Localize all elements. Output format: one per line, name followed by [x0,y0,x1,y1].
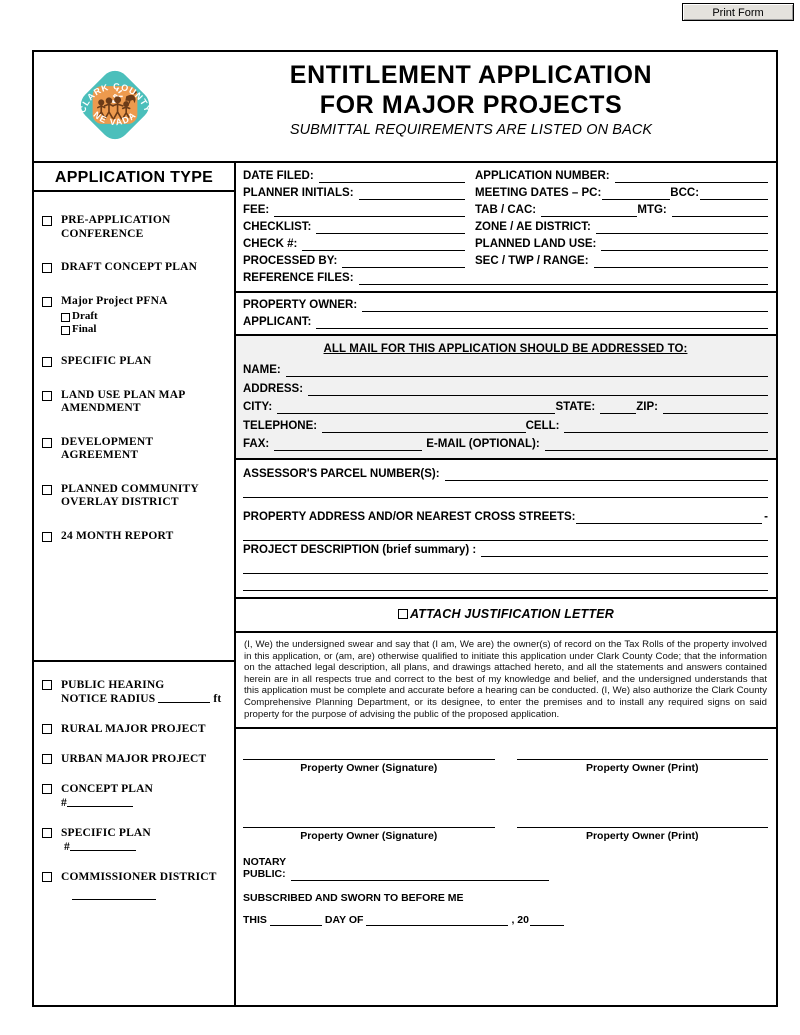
input-property-owner-print-1[interactable] [517,729,769,760]
input-meeting-date-pc[interactable] [602,188,670,200]
input-planner-initials[interactable] [359,188,465,200]
input-fax[interactable] [274,439,422,451]
concept-plan-number-input[interactable] [67,796,133,807]
input-property-owner-print-2[interactable] [517,797,769,828]
label-property-owner: PROPERTY OWNER: [243,299,358,311]
number-prefix: # [64,841,70,853]
option-concept-plan-number[interactable] [34,782,234,810]
option-pfna-draft[interactable] [61,310,168,322]
label-meeting-dates-pc: MEETING DATES – PC: [475,187,602,199]
input-processed-by[interactable] [342,256,465,268]
label-notary-line1: NOTARY [243,856,287,869]
label-name: NAME: [243,364,281,376]
checkbox-major-project-pfna[interactable] [42,297,52,307]
option-label: PRE-APPLICATION CONFERENCE [61,214,171,240]
option-label: DEVELOPMENT AGREEMENT [61,435,154,461]
row-property-address-cross-streets [243,511,768,524]
input-applicant[interactable] [316,317,768,329]
checkbox-24-month-report[interactable] [42,532,52,542]
option-label: Major Project PFNA [61,294,168,307]
input-check-number[interactable] [302,239,465,251]
row-check-number [243,238,768,251]
form-fields-column [236,163,776,1005]
input-state[interactable] [600,402,636,414]
parcel-description-block [236,460,776,599]
spacer [243,501,768,511]
checkbox-draft-concept-plan[interactable] [42,263,52,273]
option-label: 24 MONTH REPORT [61,529,174,542]
input-cell[interactable] [564,421,768,433]
row-this-day-of [243,914,768,926]
option-label-suffix: ft [213,693,222,705]
option-label: CONCEPT PLAN [61,783,153,795]
office-use-block [236,163,776,293]
specific-plan-number-input[interactable] [70,840,136,851]
input-assessors-parcel-number[interactable] [445,469,768,481]
application-type-header: APPLICATION TYPE [34,163,234,192]
label-fax: FAX: [243,438,270,450]
option-label: COMMISSIONER DISTRICT [61,871,217,883]
input-year[interactable] [530,915,564,926]
logo-bottom-text: NE VADA [91,109,139,128]
input-meeting-date-bcc[interactable] [700,188,768,200]
option-label-line1: PUBLIC HEARING [61,679,165,691]
row-name [243,364,768,377]
signature-cell-owner-1 [243,729,495,775]
affidavit-text: (I, We) the undersigned swear and say that (I am, We are) the owner(s) of record on the Tax Rolls of the property involved in this application, or (am, are) otherwise qualified to initiate this application under Clark County Code; that the information on the attached legal description, all plans, and drawings attached hereto, and all the statements and answers contained herein are in all respects true and correct to the best of my knowledge and belief, and the undersigned understands that this application must be complete and accurate before a hearing can be conducted. (I, We) also authorize the Clark County Comprehensive Planning Department, or its designee, to enter the premises and to install any required signs on said property for the purpose of advising the public of the proposed application. [244,639,767,720]
row-fax-email [243,438,768,451]
checkbox-pfna-final[interactable] [61,326,70,335]
page-title-line-2: FOR MAJOR PROJECTS [319,91,623,119]
label-assessors-parcel-number: ASSESSOR'S PARCEL NUMBER(S): [243,468,440,480]
label-cell: CELL: [525,419,560,432]
row-assessors-parcel-number [243,468,768,481]
input-property-address-line2[interactable] [243,527,768,541]
label-sec-twp-range: SEC / TWP / RANGE: [475,255,589,267]
logo-top-text: CLARK COUNTY [77,81,153,114]
option-label: SPECIFIC PLAN [61,355,152,367]
input-zone-ae-district[interactable] [596,222,768,234]
checkbox-land-use-plan-map-amendment[interactable] [42,391,52,401]
checkbox-specific-plan-number[interactable] [42,828,52,838]
option-specific-plan[interactable] [34,355,234,369]
notary-section [243,843,768,926]
row-property-owner [243,299,768,312]
label-processed-by: PROCESSED BY: [243,255,338,267]
mailing-address-title: ALL MAIL FOR THIS APPLICATION SHOULD BE ADDRESSED TO: [323,343,688,355]
row-fee [243,204,768,217]
option-urban-major-project[interactable] [34,752,234,766]
checkbox-rural-major-project[interactable] [42,724,52,734]
checkbox-urban-major-project[interactable] [42,754,52,764]
label-checklist: CHECKLIST: [243,221,312,233]
page-title-line-1: ENTITLEMENT APPLICATION [289,61,653,89]
option-pre-application-conference[interactable] [34,214,234,241]
form-body [34,163,776,1005]
row-planner-initials [243,187,768,200]
option-land-use-plan-map-amendment[interactable] [34,389,234,416]
option-label: PLANNED COMMUNITY OVERLAY DISTRICT [61,482,199,508]
input-address[interactable] [308,384,768,396]
label-fee: FEE: [243,204,270,216]
label-attach-justification-letter: ATTACH JUSTIFICATION LETTER [410,607,614,621]
input-checklist[interactable] [316,222,465,234]
signature-row-1 [243,729,768,775]
option-planned-community-overlay-district[interactable] [34,483,234,510]
signature-cell-owner-2 [243,797,495,843]
input-reference-files[interactable] [359,273,768,285]
caption-property-owner-print-1: Property Owner (Print) [585,762,699,775]
row-address [243,383,768,396]
row-applicant [243,316,768,329]
input-property-owner-signature-1[interactable] [243,729,495,760]
option-public-hearing-notice-radius[interactable] [34,678,234,706]
input-mtg[interactable] [672,205,768,217]
row-reference-files [243,272,768,285]
label-subscribed-and-sworn: SUBSCRIBED AND SWORN TO BEFORE ME [243,891,464,904]
application-type-list [34,192,234,662]
checkbox-development-agreement[interactable] [42,438,52,448]
label-day-of: DAY OF [324,913,364,926]
option-24-month-report[interactable] [34,530,234,544]
label-state: STATE: [555,401,596,413]
sub-option-label: Draft [72,310,98,322]
option-label: SPECIFIC PLAN [61,827,151,839]
input-project-description-line3[interactable] [243,577,768,591]
label-city: CITY: [243,401,273,413]
label-tab-cac: TAB / CAC: [475,204,537,216]
affidavit-block [236,633,776,729]
checkbox-commissioner-district[interactable] [42,872,52,882]
label-this: THIS [243,913,267,926]
option-development-agreement[interactable] [34,436,234,463]
checkbox-specific-plan[interactable] [42,357,52,367]
option-pfna-final[interactable] [61,323,168,335]
input-zip[interactable] [663,402,768,414]
label-application-number: APPLICATION NUMBER: [475,170,610,182]
pfna-sub-options [61,310,168,335]
input-property-owner-signature-2[interactable] [243,797,495,828]
sub-option-label: Final [72,323,97,335]
row-date-filed [243,170,768,183]
row-telephone-cell [243,420,768,433]
caption-property-owner-signature-1: Property Owner (Signature) [300,762,438,775]
checkbox-pre-application-conference[interactable] [42,216,52,226]
row-notary-public [243,869,768,881]
option-label: DRAFT CONCEPT PLAN [61,261,198,273]
input-day-number[interactable] [270,915,322,926]
option-label: LAND USE PLAN MAP AMENDMENT [61,388,185,414]
input-month[interactable] [366,915,508,926]
label-address-dash: - [764,511,768,523]
notice-radius-input[interactable] [158,692,210,703]
label-telephone: TELEPHONE: [243,419,318,432]
caption-property-owner-signature-2: Property Owner (Signature) [300,830,438,843]
label-mtg: MTG: [637,204,667,216]
input-assessors-parcel-number-line2[interactable] [243,484,768,498]
form-header [34,52,776,163]
signature-cell-owner-print-2 [517,797,769,843]
input-email[interactable] [545,439,768,451]
label-project-description: PROJECT DESCRIPTION (brief summary) : [243,544,477,556]
label-address: ADDRESS: [243,382,304,395]
label-property-address-cross-streets: PROPERTY ADDRESS AND/OR NEAREST CROSS STREETS: [243,511,576,523]
label-date-filed: DATE FILED: [243,170,314,182]
header-titles [174,60,768,140]
option-specific-plan-number[interactable] [34,826,234,854]
row-city-state-zip [243,401,768,414]
print-form-button[interactable]: Print Form [682,3,794,21]
option-label: RURAL MAJOR PROJECT [61,723,206,735]
checkbox-concept-plan-number[interactable] [42,784,52,794]
caption-property-owner-print-2: Property Owner (Print) [585,830,699,843]
input-application-number[interactable] [615,171,768,183]
label-reference-files: REFERENCE FILES: [243,272,354,284]
label-zip: ZIP: [636,401,658,413]
signature-row-2 [243,797,768,843]
input-notary-public[interactable] [291,869,549,881]
entitlement-application-form [32,50,778,1007]
label-check-number: CHECK #: [243,238,298,250]
attach-justification-block [236,599,776,633]
option-major-project-pfna[interactable] [34,295,234,336]
commissioner-district-input[interactable] [72,898,156,900]
page-subtitle: SUBMITTAL REQUIREMENTS ARE LISTED ON BACK [289,122,653,138]
signature-cell-owner-print-1 [517,729,769,775]
row-project-description [243,544,768,557]
input-planned-land-use[interactable] [601,239,768,251]
print-toolbar [0,0,800,26]
mailing-address-block [236,336,776,460]
checkbox-attach-justification-letter[interactable] [398,609,408,619]
option-label-line2: NOTICE RADIUS [61,693,156,705]
label-planned-land-use: PLANNED LAND USE: [475,238,597,250]
input-date-filed[interactable] [319,171,465,183]
input-name[interactable] [286,365,768,377]
signature-block [236,729,776,926]
row-processed-by [243,255,768,268]
label-year-prefix: , 20 [511,913,529,926]
input-tab-cac[interactable] [541,205,637,217]
label-planner-initials: PLANNER INITIALS: [243,187,354,199]
input-property-owner[interactable] [362,300,768,312]
hearing-options-list [34,662,234,900]
label-meeting-dates-bcc: BCC: [670,187,700,199]
label-zone-ae-district: ZONE / AE DISTRICT: [475,221,591,233]
label-email: E-MAIL (OPTIONAL): [426,438,540,450]
input-fee[interactable] [274,205,465,217]
input-property-address-cross-streets[interactable] [576,512,762,524]
application-type-column [34,163,236,1005]
checkbox-planned-community-overlay-district[interactable] [42,485,52,495]
label-notary-line2: PUBLIC: [243,868,286,881]
option-commissioner-district[interactable] [34,870,234,884]
input-project-description[interactable] [481,545,768,557]
clark-county-logo-icon [72,62,158,148]
owner-applicant-block [236,293,776,336]
checkbox-public-hearing-notice-radius[interactable] [42,680,52,690]
input-telephone[interactable] [322,421,526,433]
row-checklist [243,221,768,234]
checkbox-pfna-draft[interactable] [61,313,70,322]
label-applicant: APPLICANT: [243,316,312,328]
option-label: URBAN MAJOR PROJECT [61,753,207,765]
number-prefix: # [61,797,67,809]
input-sec-twp-range[interactable] [594,256,768,268]
option-draft-concept-plan[interactable] [34,261,234,275]
input-city[interactable] [277,402,555,414]
input-project-description-line2[interactable] [243,560,768,574]
option-rural-major-project[interactable] [34,722,234,736]
